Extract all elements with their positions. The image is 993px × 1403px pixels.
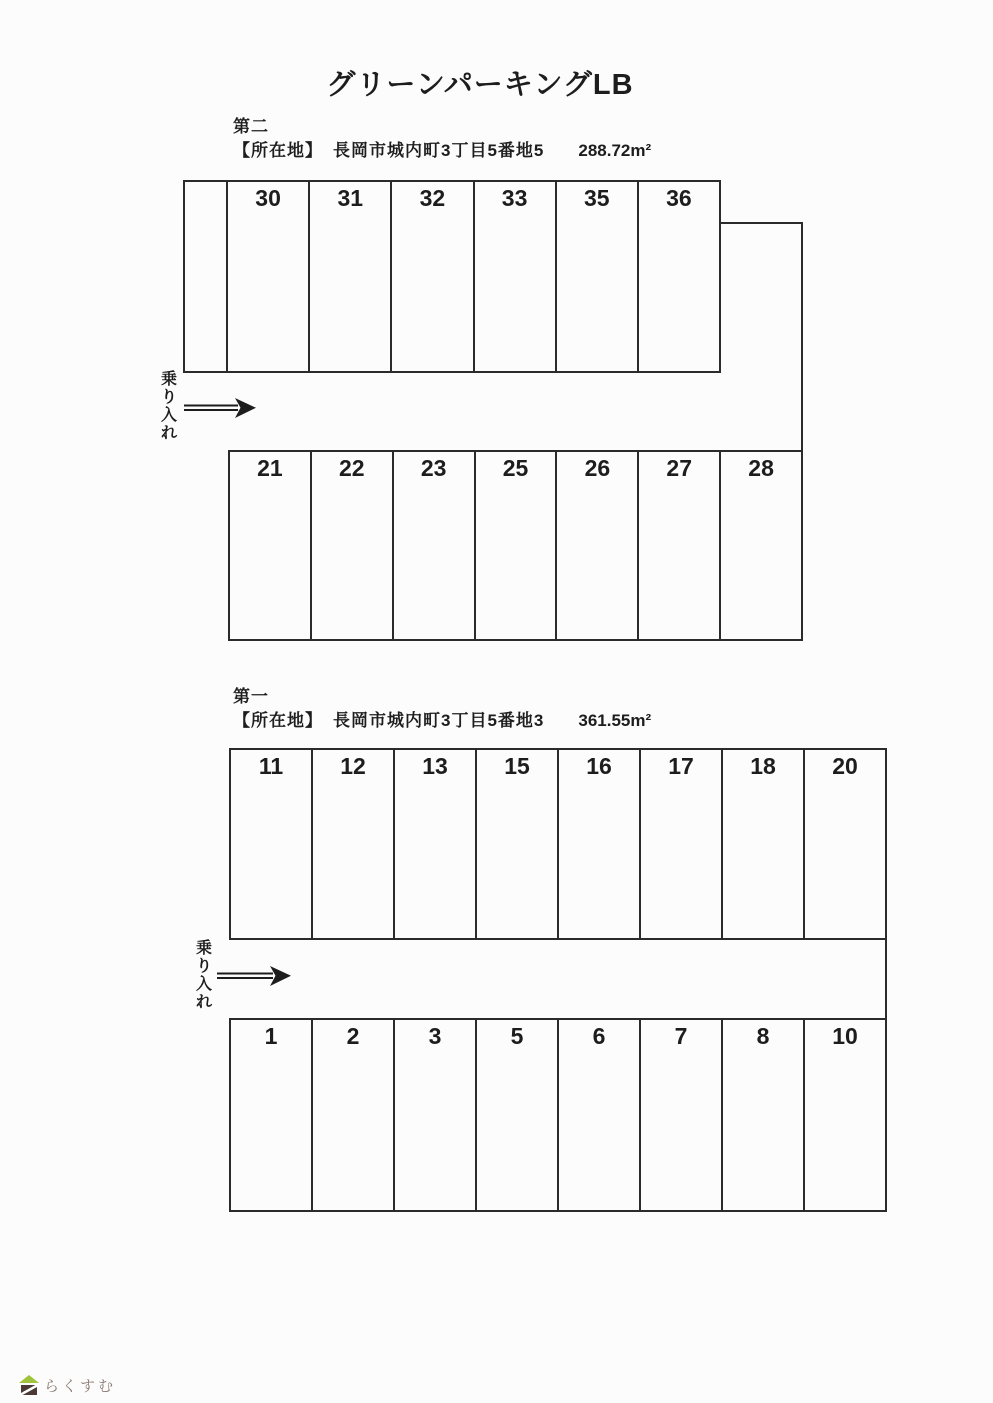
- dai2-entry-arrow-icon: [183, 397, 257, 419]
- parking-space-31: 31: [310, 182, 392, 371]
- parking-space-12: 12: [313, 750, 395, 938]
- section-dai2-address: [233, 136, 651, 161]
- dai1-area-text: 361.55m²: [578, 711, 652, 730]
- dai1-bottom-stall-row: [229, 1018, 887, 1212]
- dai2-boundary-line-horizontal: [721, 222, 803, 224]
- dai2-area-text: 288.72m²: [578, 141, 652, 160]
- dai1-boundary-line-vertical: [885, 938, 887, 1020]
- parking-space-8: 8: [723, 1020, 805, 1210]
- parking-space-17: 17: [641, 750, 723, 938]
- parking-space-35: 35: [557, 182, 639, 371]
- parking-space-2: 2: [313, 1020, 395, 1210]
- parking-space-6: 6: [559, 1020, 641, 1210]
- entry-label-char: 乗: [160, 371, 177, 388]
- parking-space-22: 22: [312, 452, 394, 639]
- section-dai2-name: 第二: [233, 117, 269, 136]
- parking-space-36: 36: [666, 185, 692, 211]
- dai2-location-label: 【所在地】: [233, 141, 323, 160]
- parking-space-13: 13: [395, 750, 477, 938]
- dai2-address-text: 長岡市城内町3丁目5番地5: [333, 141, 545, 160]
- rakusumu-logo: [19, 1375, 116, 1396]
- dai1-entry-label: [193, 940, 215, 1012]
- entry-label-char: 入: [195, 976, 212, 993]
- entry-label-char: 乗: [195, 940, 212, 957]
- entry-label-char: れ: [160, 425, 177, 442]
- dai2-bottom-stall-row: [228, 450, 803, 641]
- parking-space-1: 1: [231, 1020, 313, 1210]
- parking-space-5: 5: [477, 1020, 559, 1210]
- entry-label-char: り: [195, 958, 212, 975]
- parking-space-21: 21: [230, 452, 312, 639]
- parking-space-28: 28: [748, 455, 774, 481]
- dai1-location-label: 【所在地】: [233, 711, 323, 730]
- parking-space-18: 18: [723, 750, 805, 938]
- section-dai1-address: [233, 706, 651, 731]
- entry-label-char: り: [160, 389, 177, 406]
- entry-label-char: 入: [160, 407, 177, 424]
- parking-space-15: 15: [477, 750, 559, 938]
- parking-space-empty: [185, 182, 228, 371]
- entry-label-char: れ: [195, 994, 212, 1011]
- page-title: グリーンパーキングLB: [326, 69, 634, 101]
- dai2-top-stall-row: [183, 180, 721, 373]
- parking-space-25: 25: [476, 452, 558, 639]
- parking-space-26: 26: [557, 452, 639, 639]
- dai2-boundary-line-vertical: [801, 222, 803, 452]
- parking-space-30: 30: [228, 182, 310, 371]
- parking-space-32: 32: [392, 182, 474, 371]
- dai2-entry-label: [158, 371, 180, 443]
- dai1-entry-arrow-icon: [216, 965, 292, 987]
- parking-space-11: 11: [231, 750, 313, 938]
- section-dai1-name: 第一: [233, 687, 269, 706]
- dai1-top-stall-row: [229, 748, 887, 940]
- house-icon: [19, 1375, 39, 1396]
- parking-space-27: 27: [639, 452, 721, 639]
- logo-text: らくすむ: [44, 1378, 117, 1395]
- parking-space-7: 7: [641, 1020, 723, 1210]
- dai1-address-text: 長岡市城内町3丁目5番地3: [333, 711, 545, 730]
- parking-space-23: 23: [394, 452, 476, 639]
- parking-space-3: 3: [395, 1020, 477, 1210]
- parking-space-33: 33: [475, 182, 557, 371]
- parking-space-10: 10: [832, 1023, 858, 1049]
- parking-space-20: 20: [832, 753, 858, 779]
- parking-space-16: 16: [559, 750, 641, 938]
